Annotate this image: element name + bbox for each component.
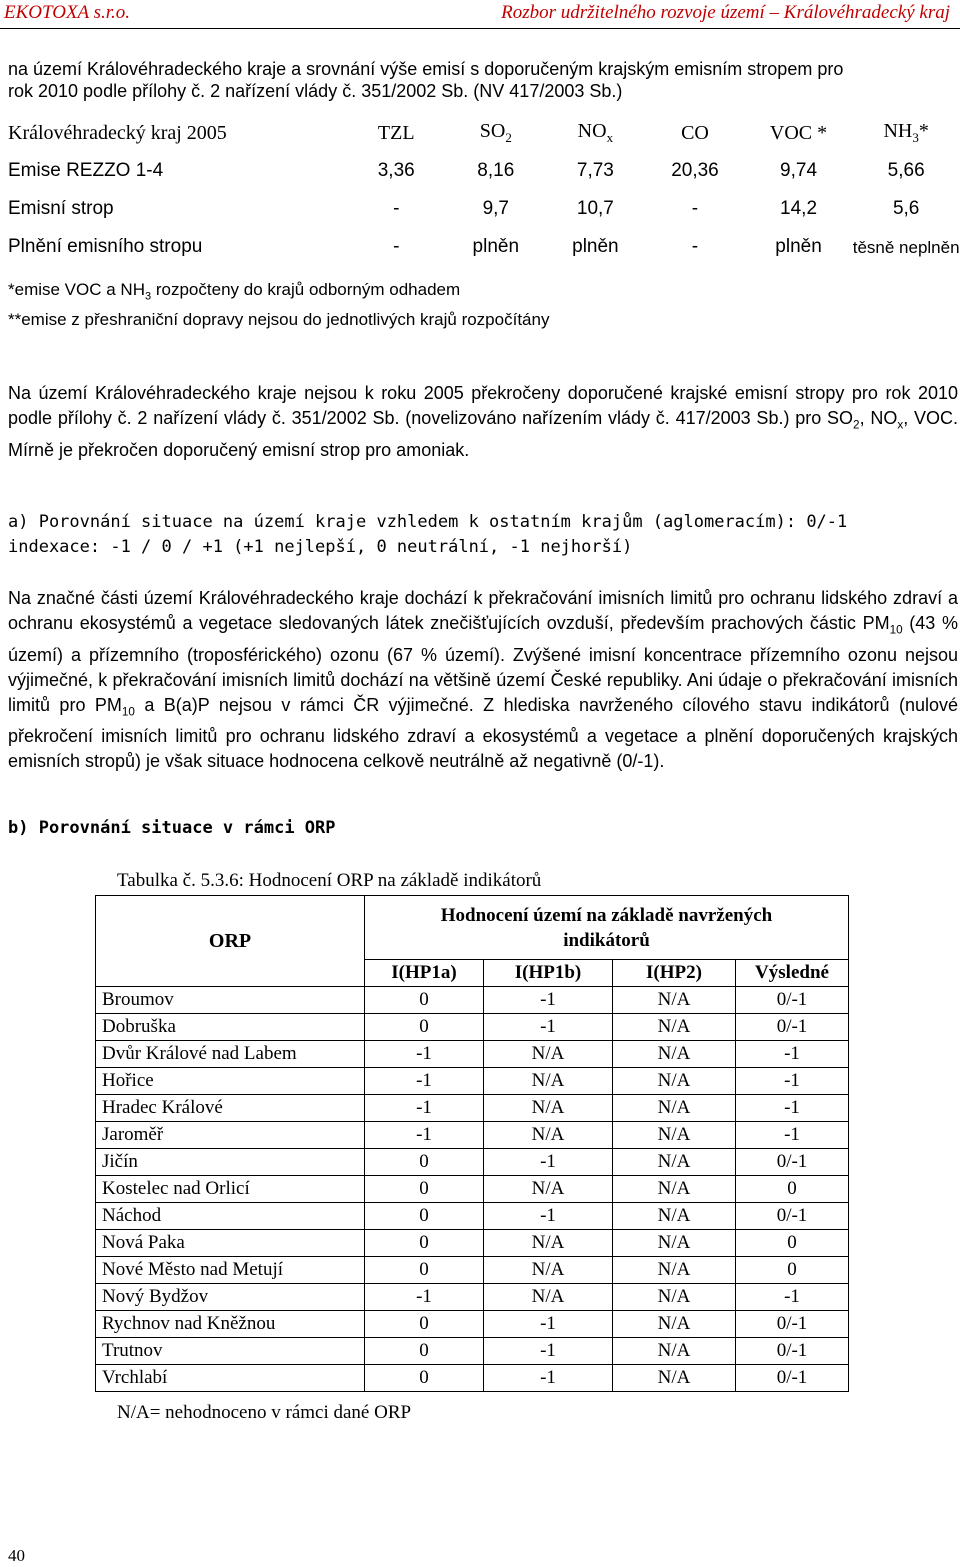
orp-value-cell: N/A [484,1122,613,1149]
orp-name: Dvůr Králové nad Labem [96,1041,365,1068]
orp-value-cell: -1 [736,1122,849,1149]
orp-value-cell: 0 [736,1176,849,1203]
cell: 7,73 [576,160,614,181]
cell: plněn [775,236,822,257]
orp-name: Vrchlabí [96,1365,365,1392]
orp-value-cell: -1 [484,1338,613,1365]
col-hp1a: I(HP1a) [365,960,484,987]
emissions-header-label: Královéhradecký kraj 2005 [8,121,227,144]
table-row [96,1068,849,1095]
cell: - [691,198,699,219]
cell: těsně neplněn [852,237,960,257]
intro-line-2: rok 2010 podle přílohy č. 2 nařízení vlády č. 351/2002 Sb. (NV 417/2003 Sb.) [8,81,623,101]
col-nox: $NO_x$ [577,120,614,145]
table-row [96,1203,849,1230]
orp-value-cell: N/A [613,1149,736,1176]
table-row [96,1338,849,1365]
orp-value-cell: -1 [736,1284,849,1311]
orp-value-cell: N/A [613,1338,736,1365]
orp-value-cell: N/A [613,1176,736,1203]
table-row [96,1257,849,1284]
section-a-title: a) Porovnání situace na území kraje vzhledem k ostatním krajům (aglomeracím): 0/-1 [8,512,848,532]
orp-name: Kostelec nad Orlicí [96,1176,365,1203]
cell: 9,7 [482,198,509,219]
orp-value-cell: 0/-1 [736,1203,849,1230]
orp-value-cell: N/A [484,1176,613,1203]
orp-name: Hradec Králové [96,1095,365,1122]
orp-value-cell: N/A [613,1311,736,1338]
table-row [96,1122,849,1149]
orp-value-cell: -1 [484,1149,613,1176]
orp-name: Rychnov nad Kněžnou [96,1311,365,1338]
orp-value-cell: N/A [484,1095,613,1122]
cell: 5,6 [892,198,920,219]
orp-value-cell: -1 [365,1284,484,1311]
cell: 8,16 [477,160,515,181]
orp-value-cell: N/A [613,1203,736,1230]
orp-value-cell: 0/-1 [736,1311,849,1338]
company-name: EKOTOXA s.r.o. [4,2,130,23]
cell: - [393,198,400,219]
orp-name: Nový Bydžov [96,1284,365,1311]
intro-line-1: na území Královéhradeckého kraje a srovnání výše emisí s doporučeným krajským emisním stropem pro [8,59,844,79]
col-tzl: TZL [377,121,415,144]
orp-value-cell: 0/-1 [736,1149,849,1176]
row-label: Plnění emisního stropu [8,236,203,257]
orp-value-cell: N/A [484,1257,613,1284]
orp-value-cell: 0 [365,1203,484,1230]
orp-value-cell: 0/-1 [736,1014,849,1041]
intro-text [8,58,958,102]
orp-value-cell: -1 [484,1311,613,1338]
section-a [8,510,958,560]
table-row [96,1149,849,1176]
table-row [96,1311,849,1338]
orp-value-cell: N/A [613,1014,736,1041]
row-label: Emisní strop [8,198,114,219]
orp-table-body [96,987,849,1392]
header-divider [0,28,960,29]
col-co: CO [681,121,709,144]
cell: - [691,236,699,257]
orp-value-cell: N/A [484,1230,613,1257]
emissions-row [8,152,960,190]
orp-name: Jičín [96,1149,365,1176]
orp-name: Broumov [96,987,365,1014]
cell: plněn [472,236,520,257]
page-number: 40 [8,1546,25,1565]
orp-header-row [96,896,849,960]
orp-value-cell: -1 [736,1041,849,1068]
cell: 20,36 [671,160,719,181]
orp-name: Nová Paka [96,1230,365,1257]
table-row [96,1284,849,1311]
paragraph-emission-ceilings: Na území Královéhradeckého kraje nejsou k roku 2005 překročeny doporučené krajské emisní stropy pro rok 2010 podle přílohy č. 2 nařízení vlády č. 351/2002 Sb. (novelizováno nařízením vlády č. 417/2003 Sb.) pro $SO_2$, $NO_x$, VOC. Mírně je překročen doporučený emisní strop pro amoniak. [8,383,958,460]
orp-value-cell: 0 [365,1365,484,1392]
orp-value-cell: -1 [365,1122,484,1149]
orp-value-cell: 0/-1 [736,987,849,1014]
orp-value-cell: -1 [365,1068,484,1095]
orp-value-cell: 0/-1 [736,1338,849,1365]
orp-value-cell: 0 [365,1257,484,1284]
orp-value-cell: N/A [484,1068,613,1095]
emissions-table [8,114,960,266]
orp-value-cell: 0 [365,1311,484,1338]
orp-value-cell: 0 [736,1257,849,1284]
document-title: Rozbor udržitelného rozvoje území – Královéhradecký kraj [501,2,950,23]
orp-name: Jaroměř [96,1122,365,1149]
table-row [96,987,849,1014]
orp-name: Dobruška [96,1014,365,1041]
orp-value-cell: -1 [365,1095,484,1122]
orp-value-cell: -1 [365,1041,484,1068]
row-label: Emise REZZO 1-4 [8,160,164,181]
table-row [96,1014,849,1041]
orp-column-header: ORP [96,896,365,987]
orp-value-cell: 0 [365,1176,484,1203]
col-hp1b: I(HP1b) [484,960,613,987]
col-result: Výsledné [736,960,849,987]
col-so2: $SO_2$ [479,120,512,145]
orp-value-cell: 0 [365,1230,484,1257]
orp-value-cell: 0/-1 [736,1365,849,1392]
page-header [0,0,960,30]
orp-value-cell: N/A [484,1284,613,1311]
table-row [96,1095,849,1122]
table-row [96,1230,849,1257]
cell: - [393,236,400,257]
table-row [96,1365,849,1392]
orp-value-cell: -1 [484,987,613,1014]
orp-value-cell: N/A [613,987,736,1014]
cell: plněn [572,236,619,257]
orp-value-cell: 0 [365,987,484,1014]
orp-value-cell: N/A [613,1284,736,1311]
orp-name: Hořice [96,1068,365,1095]
emissions-row [8,190,960,228]
orp-value-cell: N/A [613,1122,736,1149]
table-notes [8,278,549,332]
cell: 10,7 [576,198,614,219]
orp-value-cell: N/A [613,1230,736,1257]
orp-value-cell: -1 [484,1365,613,1392]
emissions-header-row [8,114,960,152]
orp-value-cell: -1 [484,1014,613,1041]
orp-name: Trutnov [96,1338,365,1365]
note-voc-nh3: *emise VOC a $NH_3$ rozpočteny do krajů odborným odhadem [8,280,461,303]
orp-value-cell: N/A [484,1041,613,1068]
orp-value-cell: N/A [613,1365,736,1392]
table-footnote: N/A= nehodnoceno v rámci dané ORP [117,1402,412,1423]
section-b-title: b) Porovnání situace v rámci ORP [8,818,336,838]
orp-table [95,895,849,1392]
col-voc: VOC * [769,121,828,144]
col-nh3: $NH_3*$ [883,120,929,145]
orp-value-cell: -1 [736,1095,849,1122]
orp-value-cell: 0 [365,1014,484,1041]
section-a-indexation: indexace: -1 / 0 / +1 (+1 nejlepší, 0 neutrální, -1 nejhorší) [8,537,633,557]
note-cross-border: **emise z přeshraniční dopravy nejsou do jednotlivých krajů rozpočítány [8,310,550,330]
orp-value-cell: N/A [613,1068,736,1095]
cell: 9,74 [780,160,818,181]
table-caption: Tabulka č. 5.3.6: Hodnocení ORP na základě indikátorů [117,870,542,891]
orp-value-cell: 0 [365,1149,484,1176]
orp-name: Náchod [96,1203,365,1230]
table-row [96,1176,849,1203]
cell: 14,2 [780,198,818,219]
paragraph-immission-limits: Na značné části území Královéhradeckého kraje dochází k překračování imisních limitů pro ochranu lidského zdraví a ochranu ekosystémů a vegetace sledovaných látek znečišťujících ovzduší, především prachových částic $PM_{10}$ (43 % území) a přízemního (troposférického) ozonu (67 % území). Zvýšené imisní koncentrace přízemního ozonu nejsou výjimečné, k překračování imisních limitů dochází na většině území České republiky. Ani údaje o překračování imisních limitů pro $PM_{10}$ a B(a)P nejsou v rámci ČR výjimečné. Z hlediska navrženého cílového stavu indikátorů (nulové překročení imisních limitů pro ochranu lidského zdraví a ekosystémů a vegetace a plnění doporučených krajských emisních stropů) je však situace hodnocena celkově neutrálně až negativně (0/-1). [8,588,958,772]
table-row [96,1041,849,1068]
orp-value-cell: -1 [736,1068,849,1095]
cell: 5,66 [887,160,925,181]
orp-value-cell: 0 [365,1338,484,1365]
orp-value-cell: N/A [613,1095,736,1122]
cell: 3,36 [377,160,415,181]
orp-value-cell: -1 [484,1203,613,1230]
col-hp2: I(HP2) [613,960,736,987]
orp-name: Nové Město nad Metují [96,1257,365,1284]
evaluation-group-header: Hodnocení území na základě navržených indikátorů [365,896,849,960]
orp-value-cell: 0 [736,1230,849,1257]
orp-value-cell: N/A [613,1041,736,1068]
emissions-row [8,228,960,266]
orp-value-cell: N/A [613,1257,736,1284]
